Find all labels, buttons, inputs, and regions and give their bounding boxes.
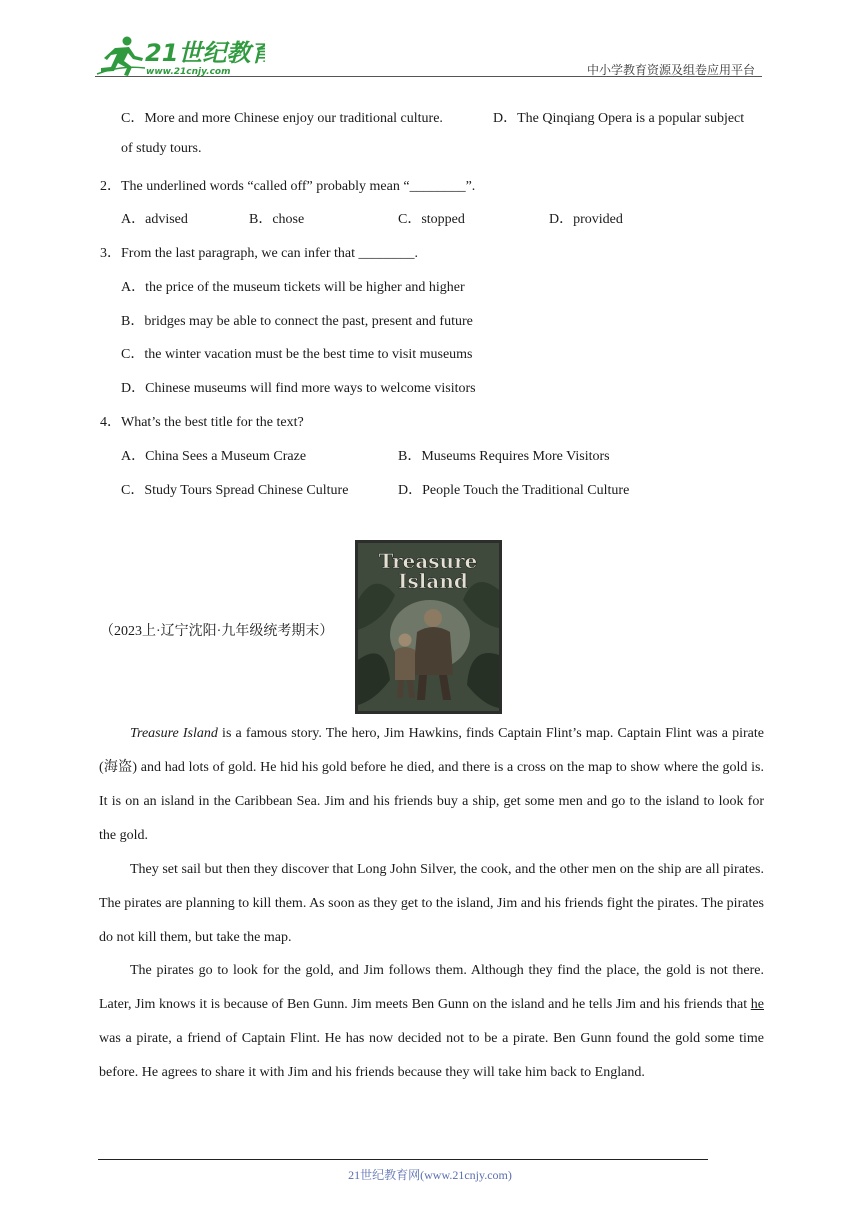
underlined-word: he xyxy=(750,997,764,1012)
paragraph-3-text-b: was a pirate, a friend of Captain Flint. He has now decided not to be a pirate. Ben Gunn found the gold some time before. He agrees to share it with Jim and his friends because they will take him back to England. xyxy=(99,1031,764,1080)
logo-url: www.21cnjy.com xyxy=(146,67,231,77)
q1-option-d: D．The Qinqiang Opera is a popular subject xyxy=(493,111,745,126)
book-title-line2: Island xyxy=(398,569,468,593)
header-divider xyxy=(95,76,762,77)
q2-option-b: B．chose xyxy=(249,212,305,227)
q3-option-b: B．bridges may be able to connect the past, present and future xyxy=(121,314,473,329)
passage-paragraph-1 xyxy=(99,717,764,853)
q4-option-d: D．People Touch the Traditional Culture xyxy=(398,483,630,498)
paragraph-1-text: is a famous story. The hero, Jim Hawkins, finds Captain Flint’s map. Captain Flint was a pirate (海盗) and had lots of gold. He hid his gold before he died, and there is a cross on the map to show where the gold is. It is on an island in the Caribbean Sea. Jim and his friends buy a ship, get some men and go to the island to look for the gold. xyxy=(99,726,765,843)
passage-paragraph-3 xyxy=(99,954,764,1090)
q4-option-b: B．Museums Requires More Visitors xyxy=(398,449,610,464)
logo-wordmark: 21世纪教育 xyxy=(145,39,265,67)
q2-option-a: A．advised xyxy=(121,212,188,227)
paragraph-3-text-a: The pirates go to look for the gold, and Jim follows them. Although they find the place, the gold is not there. Later, Jim knows it is because of Ben Gunn. Jim meets Ben Gunn on the island and he tells Jim and his friends that xyxy=(99,963,764,1012)
q2-option-d: D．provided xyxy=(549,212,623,227)
q4-option-c: C．Study Tours Spread Chinese Culture xyxy=(121,483,349,498)
header-platform-name: 中小学教育资源及组卷应用平台 xyxy=(586,63,755,77)
q1-option-d-continued: of study tours. xyxy=(121,141,202,156)
book-cover-image xyxy=(355,540,502,714)
footer-divider xyxy=(98,1159,708,1160)
q1-option-c: C．More and more Chinese enjoy our traditional culture. xyxy=(121,111,443,126)
q4-stem: 4．What’s the best title for the text? xyxy=(100,415,304,430)
book-title-line1: Treasure xyxy=(378,549,478,573)
q2-option-c: C．stopped xyxy=(398,212,465,227)
q3-option-a: A．the price of the museum tickets will be higher and higher xyxy=(121,280,465,295)
q3-option-d: D．Chinese museums will find more ways to welcome visitors xyxy=(121,381,476,396)
q3-option-c: C．the winter vacation must be the best time to visit museums xyxy=(121,347,473,362)
running-man-icon xyxy=(97,37,145,77)
book-title-italic: Treasure Island xyxy=(130,726,218,741)
site-logo xyxy=(95,34,265,78)
q3-stem: 3．From the last paragraph, we can infer that ________. xyxy=(100,246,419,261)
q4-option-a: A．China Sees a Museum Craze xyxy=(121,449,307,464)
footer-site-link[interactable]: 21世纪教育网(www.21cnjy.com) xyxy=(348,1168,512,1182)
passage-paragraph-2: They set sail but then they discover that Long John Silver, the cook, and the other men on the ship are all pirates. The pirates are planning to kill them. As soon as they get to the island, Jim and his friends fight the pirates. The pirates do not kill them, but take the map. xyxy=(99,862,764,945)
q2-stem: 2．The underlined words “called off” probably mean “________”. xyxy=(100,179,476,194)
passage-source: （2023上·辽宁沈阳·九年级统考期末） xyxy=(100,624,334,639)
